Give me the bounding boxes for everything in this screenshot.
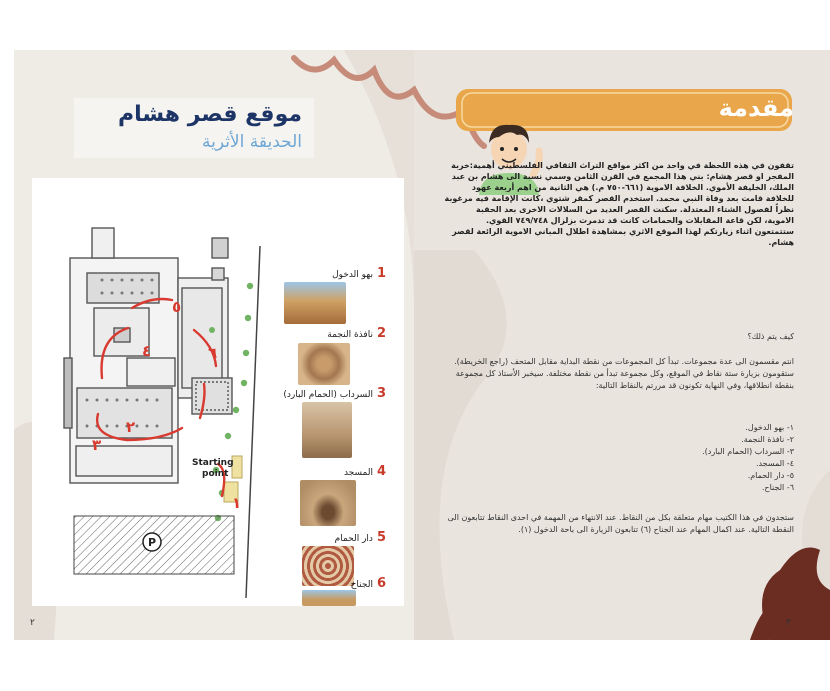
how-paragraph: انتم مقسمون الى عدة مجموعات. تبدأ كل المجموعات من نقطة البداية مقابل المتحف (راجع الخريطة). ستقومون بزيارة ستة نقاط في الموقع، وكل مجموعة تبدأ من نقطة مختلفة. سيخبر الأستاذ كل مجموعة بنقطة انطلاقها، وفي النهاية تكونون قد مررتم بالنقاط التالية:	[454, 357, 794, 390]
list-item: ٣- السرداب (الحمام البارد).	[702, 447, 794, 456]
route-num-6: ٦	[208, 344, 218, 362]
page-title: موقع قصر هشام	[118, 102, 302, 127]
route-num-5: ٥	[172, 298, 182, 316]
decorative-leaf	[740, 530, 830, 640]
how-question: كيف يتم ذلك؟	[747, 332, 794, 341]
list-item: ٢- نافذة النجمة.	[741, 435, 794, 444]
page-subtitle: الحديقة الأثرية	[201, 132, 302, 152]
intro-heading: مقدمة	[718, 94, 794, 122]
point-3-label: 3السرداب (الحمام البارد)	[283, 386, 386, 401]
list-item: ٥- دار الحمام.	[747, 471, 794, 480]
starting-point-label: Starting	[192, 458, 234, 468]
list-item: ٦- الجناح.	[761, 483, 794, 492]
point-1-label: 1بهو الدخول	[332, 266, 386, 281]
point-2-label: 2نافذة النجمة	[327, 326, 386, 341]
route-num-1: ١	[232, 494, 242, 512]
list-item: ١- بهو الدخول.	[745, 423, 794, 432]
stations-list	[444, 422, 794, 494]
right-page-number: ٣	[786, 618, 791, 628]
site-map-card	[32, 178, 404, 606]
point-6-label: 6الجناح	[350, 576, 386, 591]
parking-label: P	[147, 536, 157, 549]
intro-paragraph: تقفون في هذه اللحظة في واحد من اكثر مواقع التراث الثقافي الفلسطيني أهمية:خربة المفجر او قصر هشام: بني هذا المجمع في القرن الثامن وسمي نسبة الى هشام بن عبد الملك، الخليفة الأموي. الخلافة الاموية (٦٦١-٧٥٠ م.) هي الثانية من اهم أربعة عهود للخلافة قامت بعد وفاة النبي محمد. استخدم القصر كمقر شتوي ،كانت الإقامة فيه مرغوبة نظراً لفصول الشتاء المعتدلة. سكنت القصر العديد من السلالات الاخرى بعد الحقبة الاموية، لكن قاعة المقابلات والحمامات كانت قد تدمرت بزلزال ٧٤٩/٧٤٨ القوي. ستتمتعون اثناء زيارتكم لهذا الموقع الاثري بمشاهدة اطلال المباني الاموية الرائعة لقصر هشام.	[444, 161, 794, 247]
cellar-photo	[302, 402, 352, 458]
route-num-3: ٣	[92, 436, 102, 454]
mosque-photo	[300, 480, 356, 526]
entrance-hall-photo	[284, 282, 346, 324]
point-4-label: 4المسجد	[343, 464, 386, 479]
pavilion-photo	[302, 590, 356, 606]
route-num-2: ٢	[126, 418, 136, 436]
point-5-label: 5دار الحمام	[334, 530, 386, 545]
svg-text:point: point	[202, 469, 229, 479]
star-window-photo	[298, 343, 350, 385]
road-line	[246, 246, 260, 598]
closing-paragraph: ستجدون في هذا الكتيب مهام متعلقة بكل من النقاط. عند الانتهاء من المهمة في احدى النقاط تتابعون الى النقطة التالية. عند اكمال المهام عند الجناح (٦) تتابعون الزيارة الى باحة الدخول (١).	[447, 513, 794, 534]
list-item: ٤- المسجد.	[755, 459, 794, 468]
route-num-4: ٤	[142, 342, 152, 360]
book-spread	[14, 50, 830, 640]
left-page-number: ٢	[30, 618, 35, 628]
